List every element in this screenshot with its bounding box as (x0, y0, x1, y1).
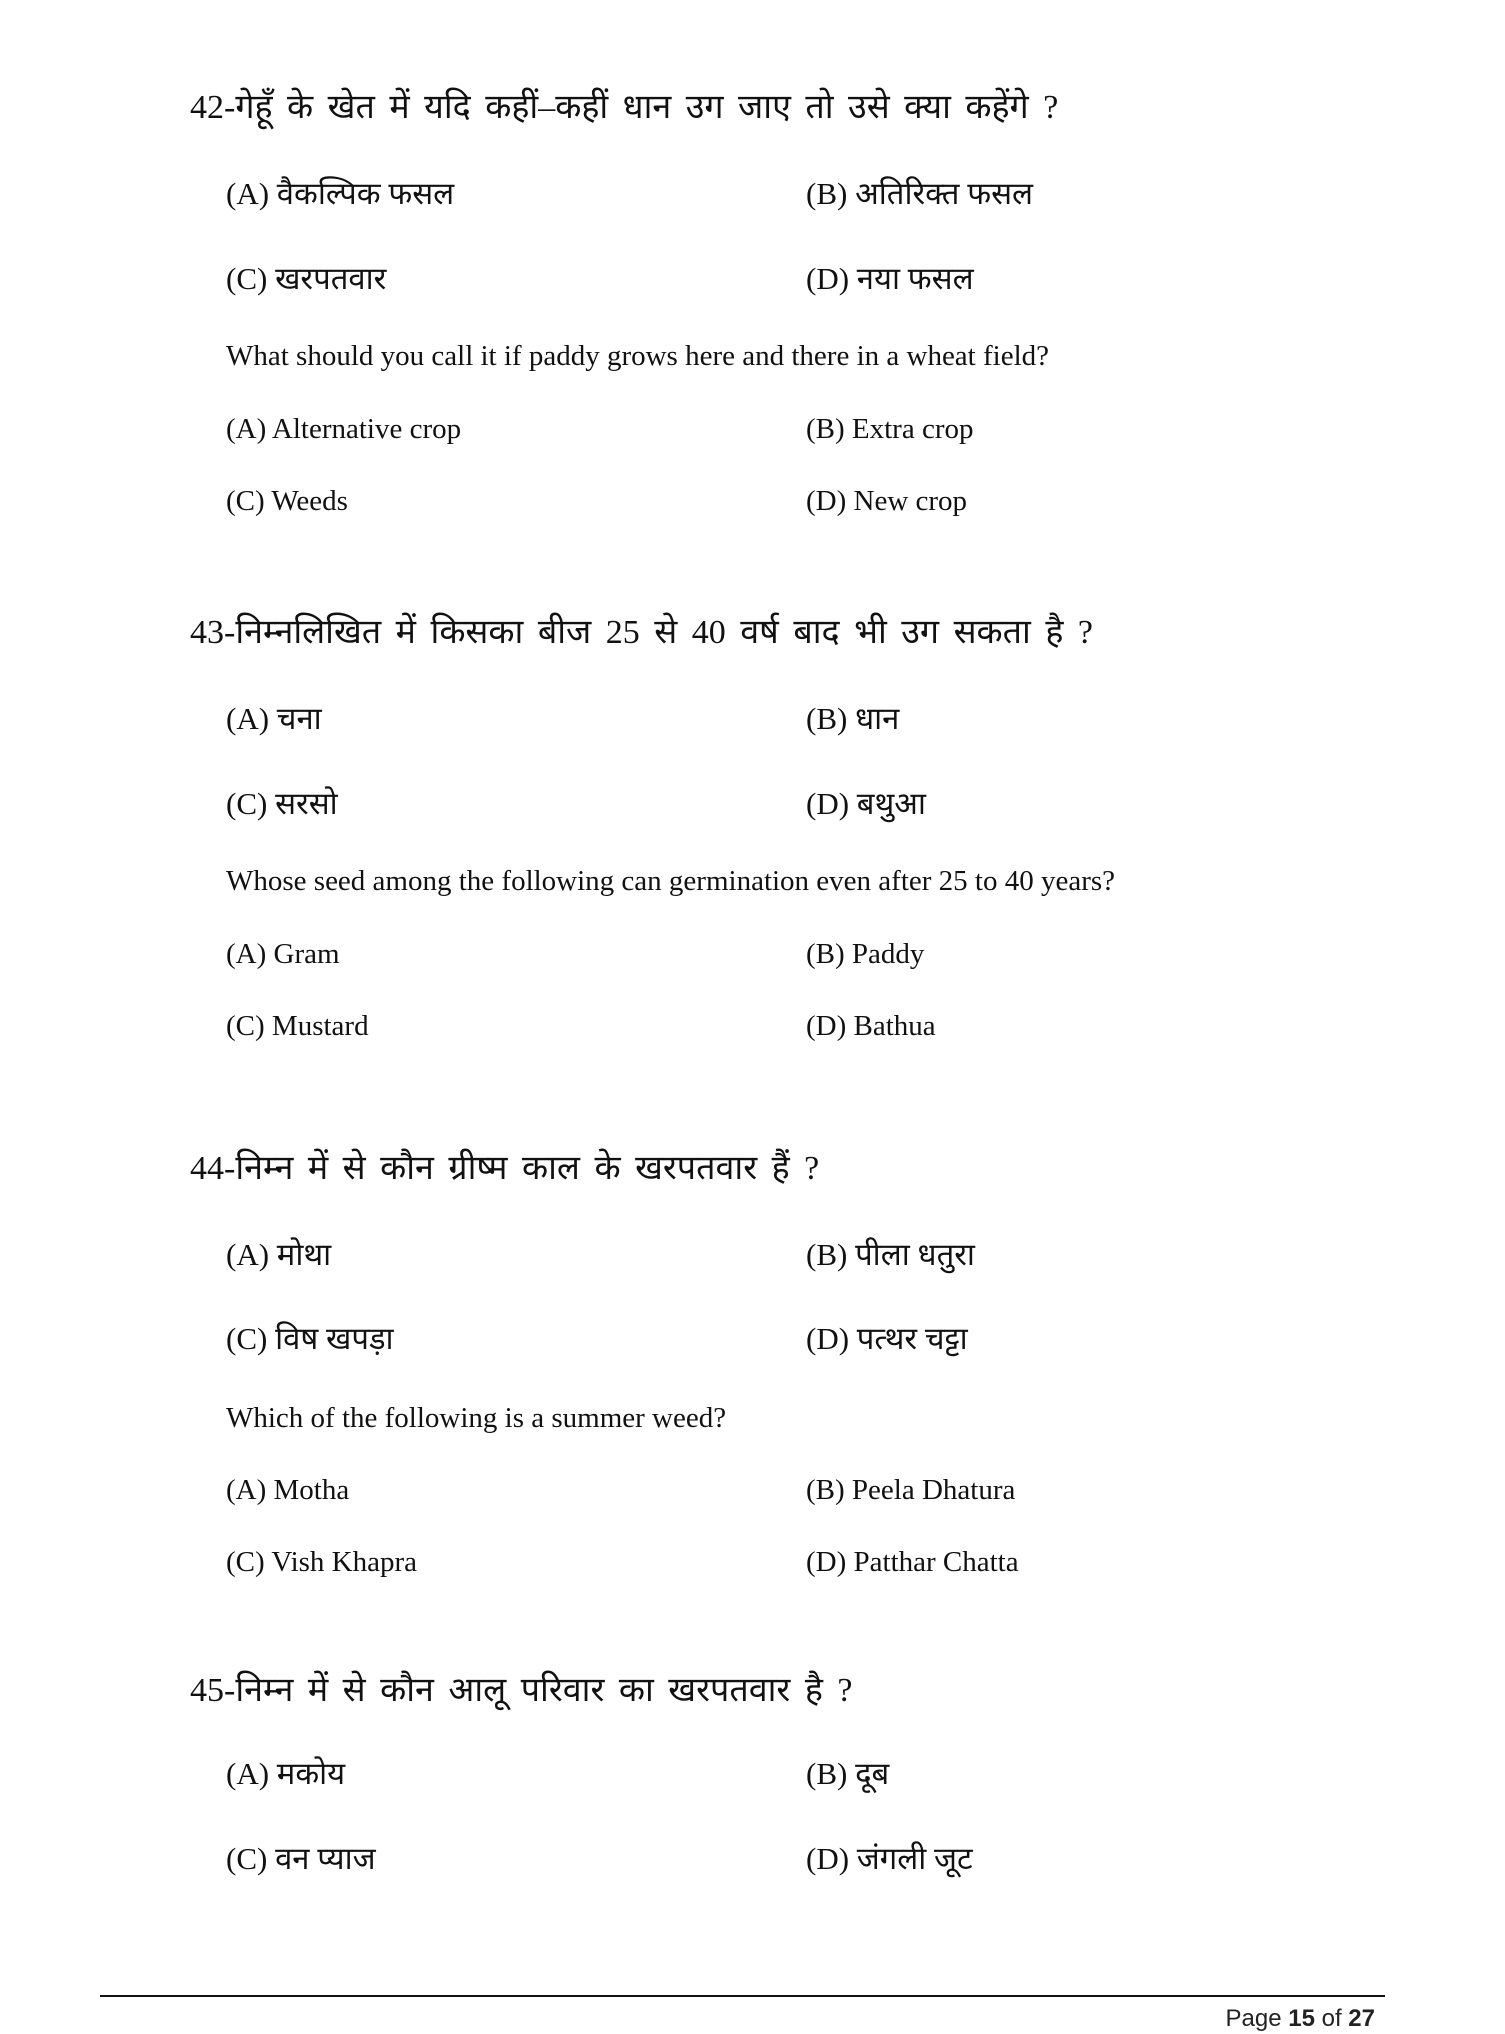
q42-hindi-option-c: (C) खरपतवार (226, 261, 387, 296)
footer-divider (100, 1995, 1385, 1997)
q42-english-option-c: (C) Weeds (226, 485, 348, 517)
footer-of-word: of (1321, 2005, 1342, 2032)
q44-english-option-d: (D) Patthar Chatta (806, 1546, 1019, 1578)
q42-english-option-d: (D) New crop (806, 485, 968, 517)
q43-hindi-option-b: (B) धान (806, 701, 900, 736)
q42-english-option-b: (B) Extra crop (806, 413, 974, 445)
question-43-english: Whose seed among the following can germination even after 25 to 40 years? (226, 865, 1116, 897)
q45-hindi-option-a: (A) मकोय (226, 1756, 346, 1791)
q43-english-option-d: (D) Bathua (806, 1010, 936, 1042)
q45-hindi-option-c: (C) वन प्याज (226, 1841, 376, 1876)
footer-page-word: Page (1225, 2005, 1282, 2032)
q42-hindi-option-b: (B) अतिरिक्त फसल (806, 176, 1034, 211)
page-footer (1226, 2005, 1376, 2033)
question-44-hindi: 44-निम्न में से कौन ग्रीष्म काल के खरपतवार हैं ? (190, 1150, 820, 1187)
q43-english-option-c: (C) Mustard (226, 1010, 369, 1042)
q44-hindi-option-b: (B) पीला धतुरा (806, 1237, 975, 1272)
footer-total-pages: 27 (1348, 2005, 1375, 2032)
q44-hindi-option-c: (C) विष खपड़ा (226, 1321, 394, 1356)
q42-hindi-option-a: (A) वैकल्पिक फसल (226, 176, 455, 211)
q42-english-option-a: (A) Alternative crop (226, 413, 462, 445)
question-42-english: What should you call it if paddy grows here and there in a wheat field? (226, 340, 1050, 372)
q43-hindi-option-d: (D) बथुआ (806, 786, 926, 821)
question-45-hindi: 45-निम्न में से कौन आलू परिवार का खरपतवार है ? (190, 1672, 853, 1709)
q44-english-option-a: (A) Motha (226, 1474, 350, 1506)
question-43-hindi: 43-निम्नलिखित में किसका बीज 25 से 40 वर्ष बाद भी उग सकता है ? (190, 614, 1094, 651)
q45-hindi-option-b: (B) दूब (806, 1756, 890, 1791)
footer-page-number: 15 (1288, 2005, 1315, 2032)
q44-hindi-option-a: (A) मोथा (226, 1237, 332, 1272)
q43-english-option-b: (B) Paddy (806, 938, 925, 970)
q43-hindi-option-a: (A) चना (226, 701, 322, 736)
question-42-hindi: 42-गेहूँ के खेत में यदि कहीं–कहीं धान उग जाए तो उसे क्या कहेंगे ? (190, 89, 1059, 126)
q45-hindi-option-d: (D) जंगली जूट (806, 1841, 973, 1876)
q44-hindi-option-d: (D) पत्थर चट्टा (806, 1321, 968, 1356)
question-44-english: Which of the following is a summer weed? (226, 1402, 727, 1434)
q42-hindi-option-d: (D) नया फसल (806, 261, 974, 296)
q44-english-option-c: (C) Vish Khapra (226, 1546, 418, 1578)
q43-english-option-a: (A) Gram (226, 938, 340, 970)
q43-hindi-option-c: (C) सरसो (226, 786, 338, 821)
q44-english-option-b: (B) Peela Dhatura (806, 1474, 1016, 1506)
